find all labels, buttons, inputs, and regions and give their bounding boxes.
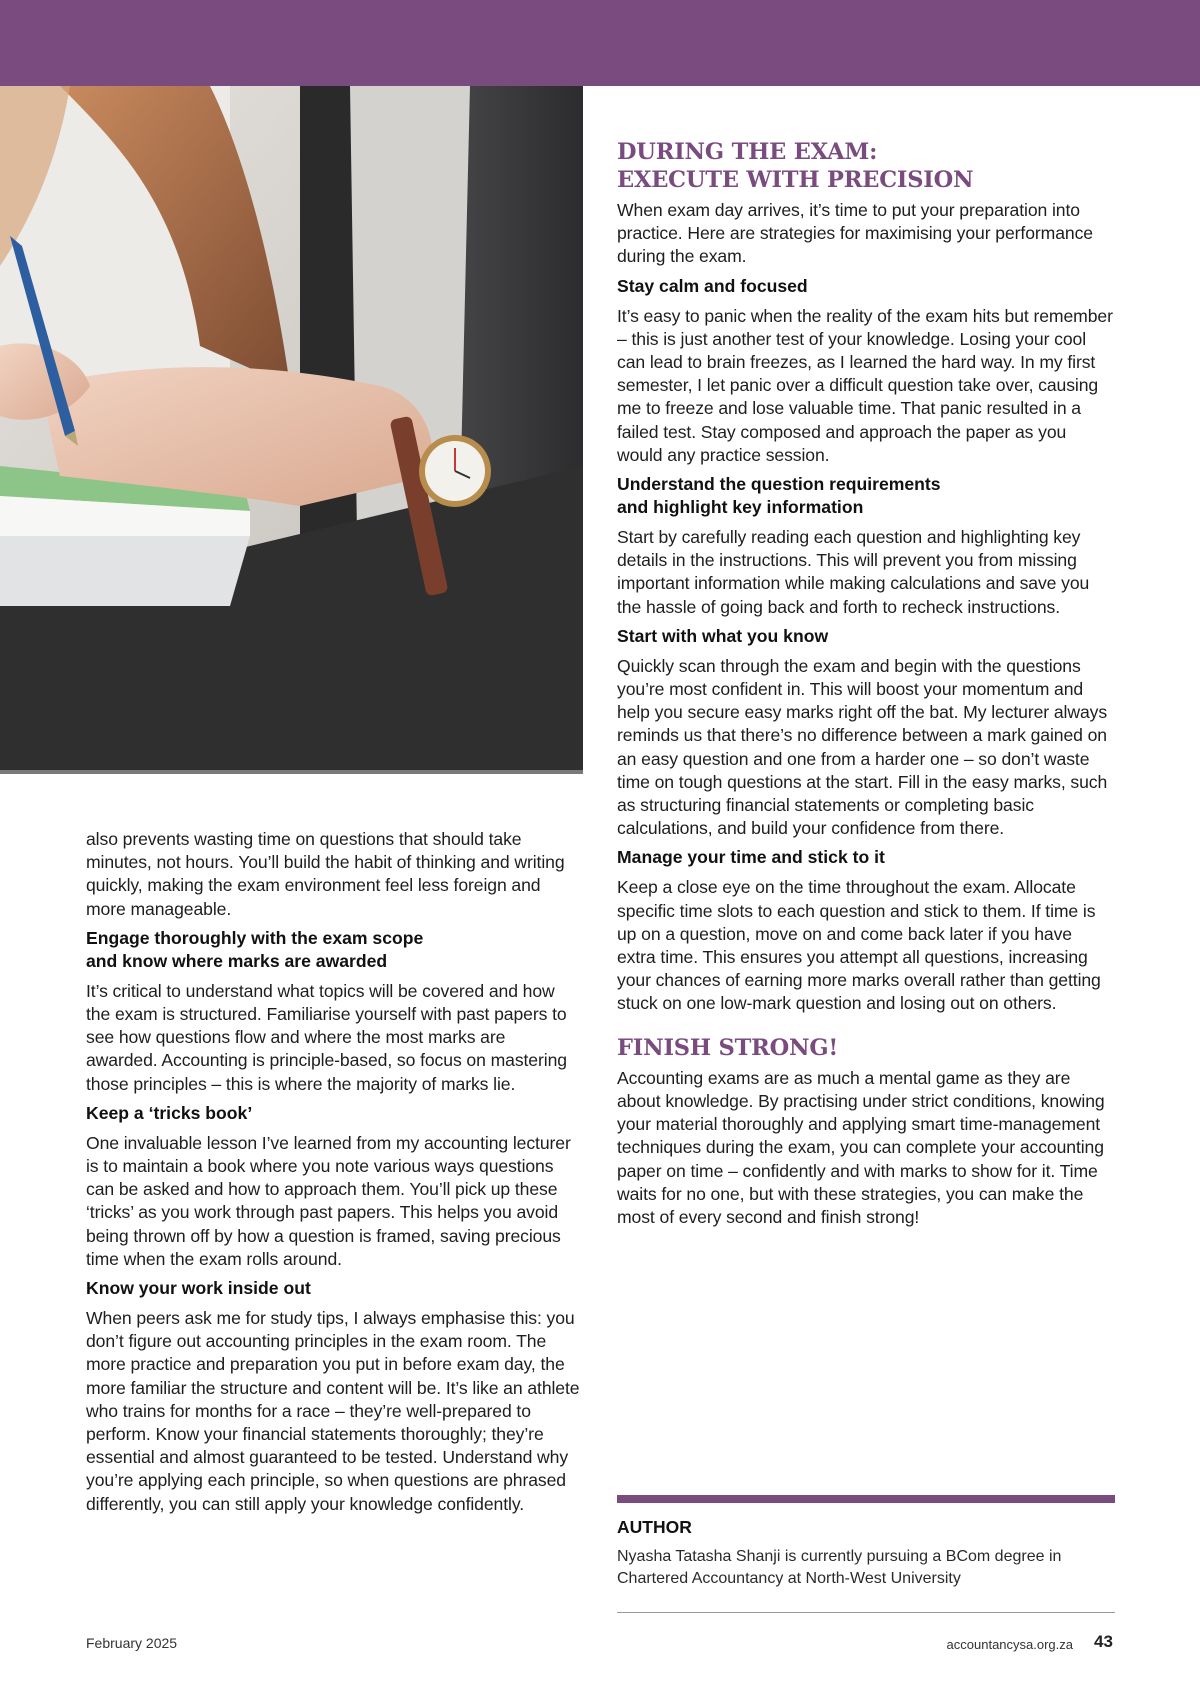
intro-paragraph: also prevents wasting time on questions that should take minutes, not hours. You’ll build the habit of thinking and writing quickly, making the exam environment feel less foreign and more manageable. [86, 829, 565, 919]
paragraph-question-requirements: Start by carefully reading each question and highlighting key details in the instructions. This will prevent you from missing important information while making calculations and save you the hassle of going back and forth to recheck instructions. [617, 527, 1090, 617]
subhead-exam-scope-line2: and know where marks are awarded [86, 950, 388, 971]
exam-writing-photo [0, 86, 583, 774]
right-column [617, 138, 1115, 1235]
author-label: AUTHOR [617, 1517, 692, 1537]
subhead-exam-scope-line1: Engage thoroughly with the exam scope [86, 927, 424, 948]
subhead-question-requirements-line2: and highlight key information [617, 497, 864, 518]
subhead-know-your-work: Know your work inside out [86, 1278, 311, 1299]
author-bio: Nyasha Tatasha Shanji is currently pursuing a BCom degree in Chartered Accountancy at North-West University [617, 1548, 1062, 1587]
subhead-exam-scope [86, 927, 580, 973]
left-column [86, 828, 580, 1522]
paragraph-know-your-work: When peers ask me for study tips, I always emphasise this: you don’t figure out accounting principles in the exam room. The more practice and preparation you put in before exam day, the more familiar the structure and content will be. It’s like an athlete who trains for months for a race – they’re well-prepared to perform. Know your financial statements thoroughly; they’re essential and almost guaranteed to be tested. Understand why you’re applying each principle, so when questions are phrased differently, you can still apply your knowledge confidently. [86, 1308, 580, 1514]
footer-site-link[interactable]: accountancysa.org.za [946, 1637, 1073, 1652]
page-number: 43 [1094, 1632, 1113, 1651]
top-color-bar [0, 0, 1200, 86]
paragraph-finish-strong: Accounting exams are as much a mental game as they are about knowledge. By practising under strict conditions, knowing your material thoroughly and applying smart time-management techniques during the exam, you can complete your accounting paper on time – confidently and with marks to show for it. Time waits for no one, but with these strategies, you can make the most of every second and finish strong! [617, 1067, 1105, 1227]
paragraph-stay-calm: It’s easy to panic when the reality of the exam hits but remember – this is just another test of your knowledge. Losing your cool can lead to brain freezes, as I learned the hard way. In my first semester, I let panic over a difficult question take over, causing me to freeze and lose valuable time. That panic resulted in a failed test. Stay composed and approach the paper as you would any practice session. [617, 305, 1113, 465]
footer-divider [617, 1612, 1115, 1613]
subhead-question-requirements [617, 473, 1115, 519]
paragraph-manage-time: Keep a close eye on the time throughout the exam. Allocate specific time slots to each question and stick to them. If time is up on a question, move on and come back later if you have extra time. This ensures you attempt all questions, increasing your chances of earning more marks overall rather than getting stuck on one low-mark question and losing out on others. [617, 877, 1101, 1014]
paragraph-exam-scope: It’s critical to understand what topics will be covered and how the exam is structured. Familiarise yourself with past papers to see how questions flow and where the most marks are awarded. Accounting is principle-based, so focus on mastering those principles – this is where the majority of marks lie. [86, 980, 567, 1094]
paragraph-tricks-book: One invaluable lesson I’ve learned from my accounting lecturer is to maintain a book where you note various ways questions can be asked and how to approach them. You’ll pick up these ‘tricks’ as you work through past papers. This helps you avoid being thrown off by how a question is framed, saving precious time when the exam rolls around. [86, 1132, 571, 1269]
author-divider [617, 1495, 1115, 1503]
subhead-question-requirements-line1: Understand the question requirements [617, 474, 941, 495]
subhead-start-with-what-you-know: Start with what you know [617, 625, 829, 646]
footer-date: February 2025 [86, 1635, 178, 1651]
section-heading-during-exam [617, 138, 1115, 194]
paragraph-start-with-what-you-know: Quickly scan through the exam and begin with the questions you’re most confident in. This will boost your momentum and help you secure easy marks right off the bat. My lecturer always reminds us that there’s no difference between a mark gained on an easy question and one from a harder one – so don’t waste time on tough questions at the start. Fill in the easy marks, such as structuring financial statements or completing basic calculations, and build your confidence from there. [617, 655, 1108, 839]
section-heading-finish-strong: FINISH STRONG! [617, 1034, 839, 1061]
heading-line1: DURING THE EXAM: [617, 139, 878, 165]
subhead-stay-calm: Stay calm and focused [617, 275, 808, 296]
exam-writing-illustration [0, 86, 583, 774]
paragraph-during-exam-intro: When exam day arrives, it’s time to put your preparation into practice. Here are strategies for maximising your performance during the exam. [617, 200, 1093, 267]
subhead-tricks-book: Keep a ‘tricks book’ [86, 1102, 253, 1123]
heading-line2: EXECUTE WITH PRECISION [617, 167, 974, 193]
subhead-manage-time: Manage your time and stick to it [617, 847, 885, 868]
